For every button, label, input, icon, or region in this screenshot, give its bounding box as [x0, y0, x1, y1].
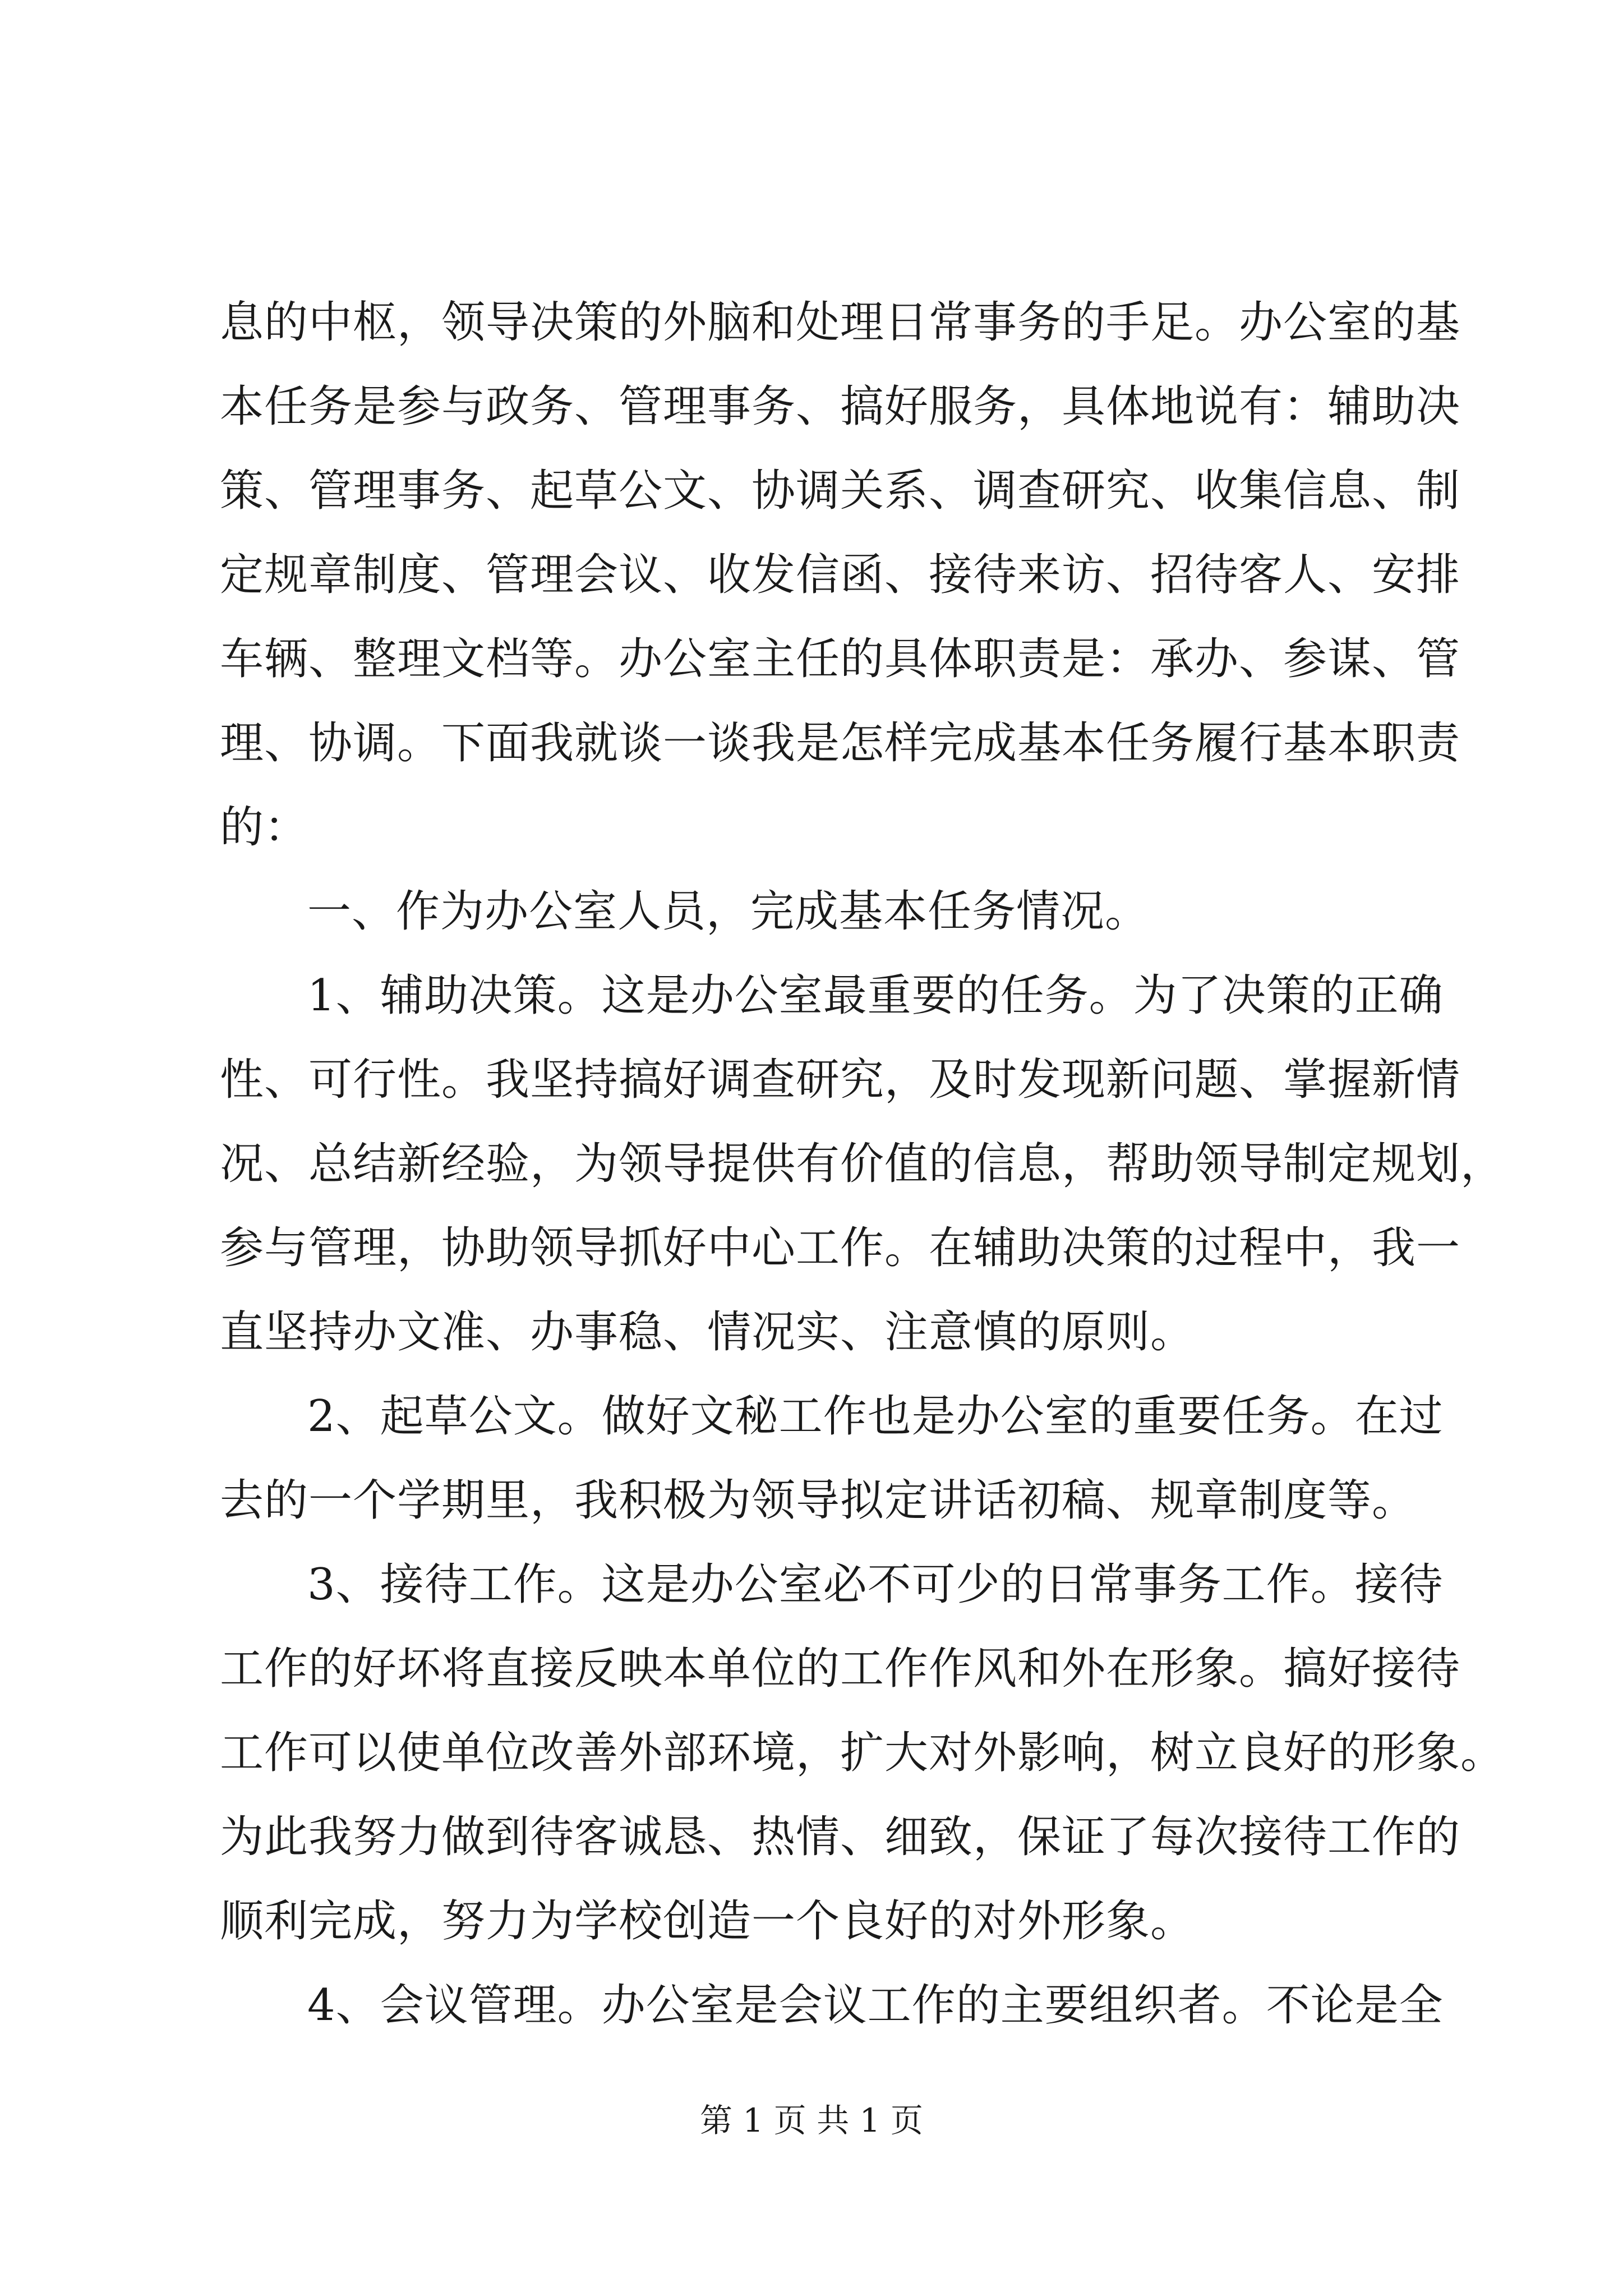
section-heading: 一、作为办公室人员，完成基本任务情况。: [307, 886, 1150, 937]
text-line: 本任务是参与政务、管理事务、搞好服务，具体地说有：辅助决: [220, 381, 1461, 432]
paragraph-start: 2、起草公文。做好文秘工作也是办公室的重要任务。在过: [307, 1391, 1444, 1442]
page-number-footer: 第 1 页 共 1 页: [700, 2101, 923, 2139]
text-line: 为此我努力做到待客诚恳、热情、细致，保证了每次接待工作的: [220, 1812, 1461, 1862]
text-line: 息的中枢，领导决策的外脑和处理日常事务的手足。办公室的基: [220, 297, 1461, 348]
text-line: 直坚持办文准、办事稳、情况实、注意慎的原则。: [220, 1307, 1195, 1358]
text-line: 的：: [220, 802, 309, 853]
text-line: 顺利完成，努力为学校创造一个良好的对外形象。: [220, 1896, 1195, 1947]
text-line: 性、可行性。我坚持搞好调查研究，及时发现新问题、掌握新情: [220, 1055, 1461, 1105]
paragraph-start: 1、辅助决策。这是办公室最重要的任务。为了决策的正确: [307, 970, 1444, 1021]
text-line: 去的一个学期里，我积极为领导拟定讲话初稿、规章制度等。: [220, 1475, 1417, 1526]
text-line: 工作的好坏将直接反映本单位的工作作风和外在形象。搞好接待: [220, 1644, 1461, 1694]
text-line: 况、总结新经验，为领导提供有价值的信息，帮助领导制定规划，: [220, 1139, 1505, 1189]
text-line: 工作可以使单位改善外部环境，扩大对外影响，树立良好的形象。: [220, 1728, 1505, 1778]
paragraph-start: 4、会议管理。办公室是会议工作的主要组织者。不论是全: [307, 1980, 1444, 2031]
text-line: 定规章制度、管理会议、收发信函、接待来访、招待客人、安排: [220, 550, 1461, 600]
text-line: 理、协调。下面我就谈一谈我是怎样完成基本任务履行基本职责: [220, 718, 1461, 769]
text-line: 参与管理，协助领导抓好中心工作。在辅助决策的过程中，我一: [220, 1223, 1461, 1273]
paragraph-start: 3、接待工作。这是办公室必不可少的日常事务工作。接待: [307, 1559, 1444, 1610]
text-line: 车辆、整理文档等。办公室主任的具体职责是：承办、参谋、管: [220, 634, 1461, 684]
text-line: 策、管理事务、起草公文、协调关系、调查研究、收集信息、制: [220, 466, 1461, 516]
